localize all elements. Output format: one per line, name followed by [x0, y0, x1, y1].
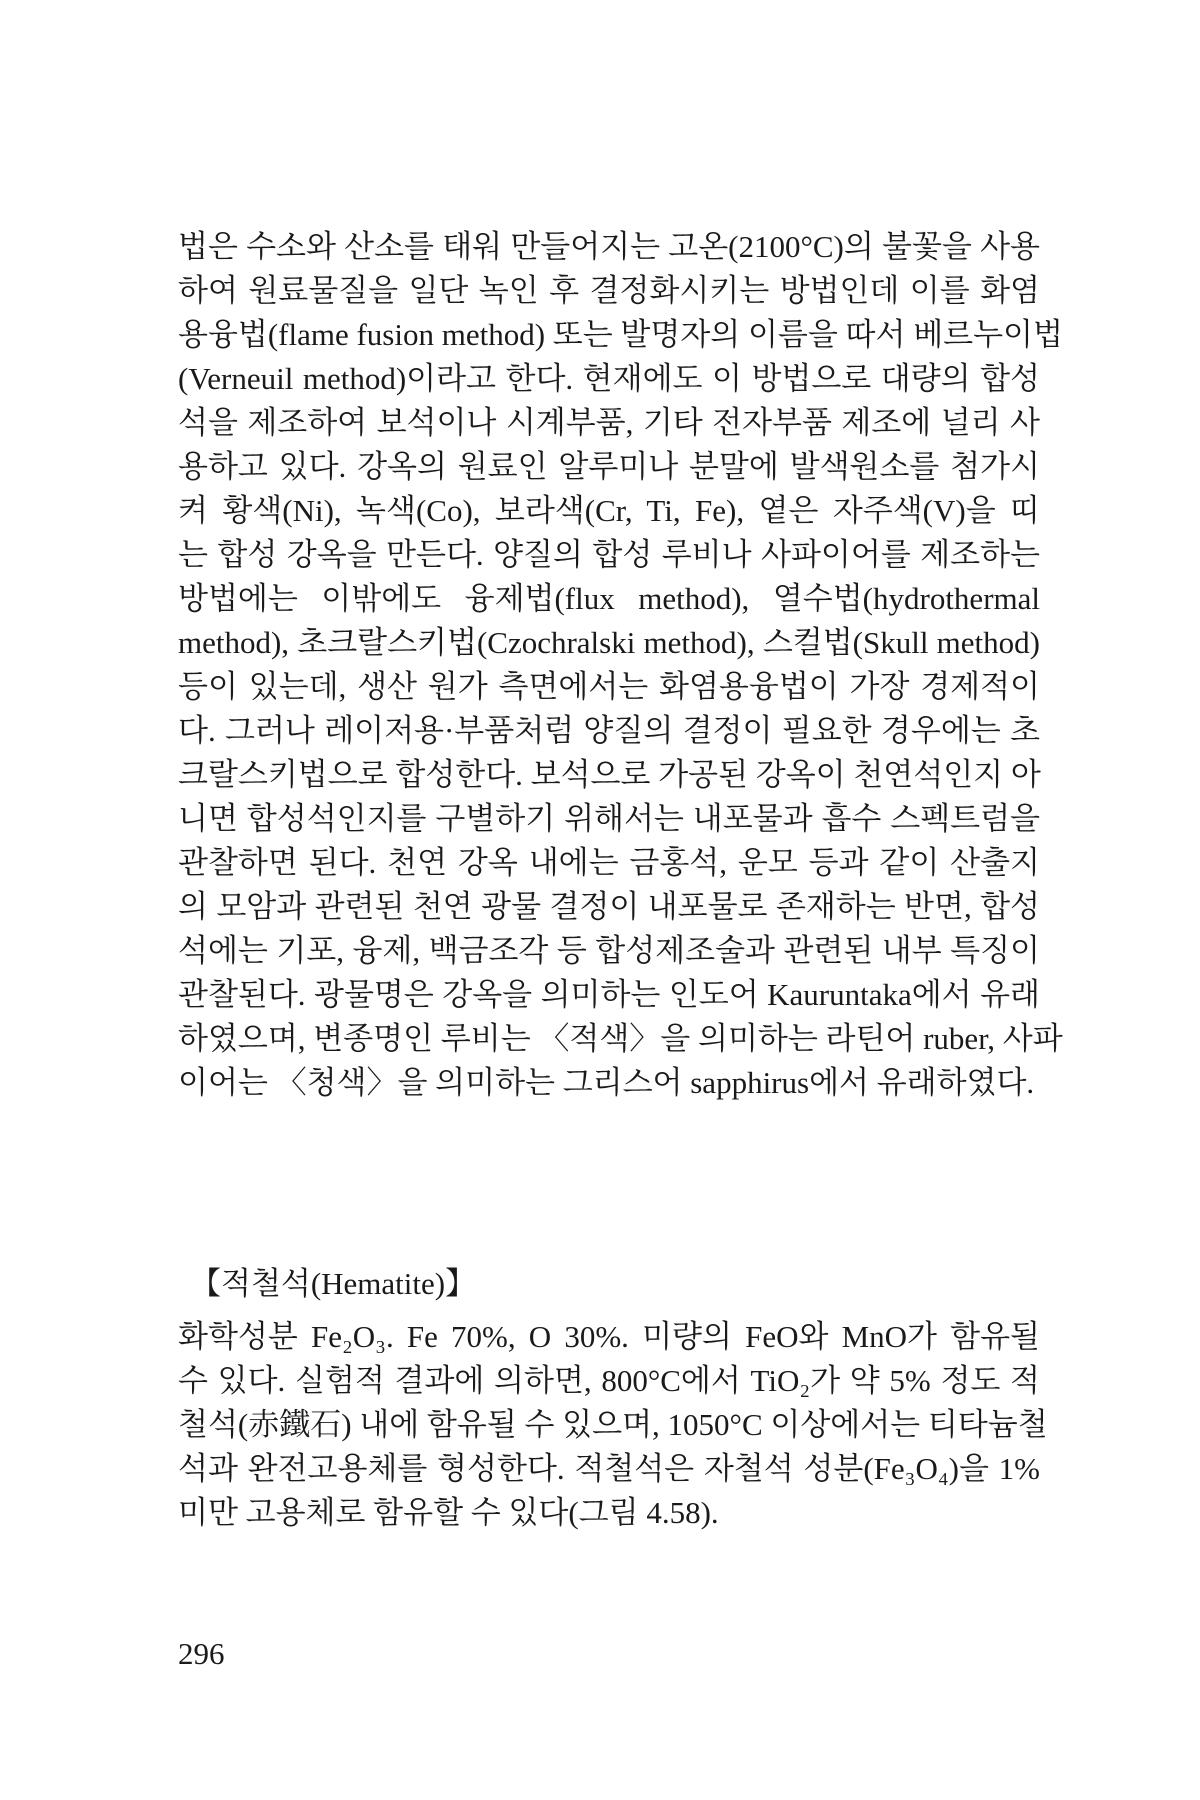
- text-line: 관찰하면 된다. 천연 강옥 내에는 금홍석, 운모 등과 같이 산출지: [178, 845, 1040, 880]
- text-line: 석에는 기포, 융제, 백금조각 등 합성제조술과 관련된 내부 특징이: [178, 933, 1040, 968]
- text-line: 등이 있는데, 생산 원가 측면에서는 화염용융법이 가장 경제적이: [178, 669, 1040, 704]
- text-line: 크랄스키법으로 합성한다. 보석으로 가공된 강옥이 천연석인지 아: [178, 757, 1041, 792]
- text-line: 법은 수소와 산소를 태워 만들어지는 고온(2100°C)의 불꽃을 사용: [178, 229, 1040, 264]
- text-line: 니면 합성석인지를 구별하기 위해서는 내포물과 흡수 스펙트럼을: [178, 801, 1040, 836]
- text-line: 석과 완전고용체를 형성한다. 적철석은 자철석 성분(Fe₃O₄)을 1%: [178, 1451, 1040, 1486]
- page-number: 296: [178, 1636, 225, 1671]
- text-line: 는 합성 강옥을 만든다. 양질의 합성 루비나 사파이어를 제조하는: [178, 537, 1040, 572]
- text-line: 하였으며, 변종명인 루비는 〈적색〉을 의미하는 라틴어 ruber, 사파: [178, 1021, 1063, 1056]
- text-line: 용하고 있다. 강옥의 원료인 알루미나 분말에 발색원소를 첨가시: [178, 449, 1040, 484]
- text-line: 관찰된다. 광물명은 강옥을 의미하는 인도어 Kauruntaka에서 유래: [178, 977, 1040, 1012]
- text-line: 의 모암과 관련된 천연 광물 결정이 내포물로 존재하는 반면, 합성: [178, 889, 1040, 924]
- text-line: method), 초크랄스키법(Czochralski method), 스컬법(Skull method): [178, 625, 1040, 660]
- body-paragraph: [178, 225, 1063, 1105]
- hematite-paragraph: [178, 1315, 1048, 1535]
- text-line: 철석(赤鐵石) 내에 함유될 수 있으며, 1050°C 이상에서는 티타늄철: [178, 1407, 1048, 1442]
- text-line: (Verneuil method)이라고 한다. 현재에도 이 방법으로 대량의 합성: [178, 361, 1040, 396]
- text-line: 용융법(flame fusion method) 또는 발명자의 이름을 따서 베르누이법: [178, 317, 1063, 352]
- text-line: 수 있다. 실험적 결과에 의하면, 800°C에서 TiO₂가 약 5% 정도 적: [178, 1363, 1040, 1398]
- text-line: 이어는 〈청색〉을 의미하는 그리스어 sapphirus에서 유래하였다.: [178, 1065, 1035, 1100]
- text-line: 방법에는 이밖에도 융제법(flux method), 열수법(hydrothermal: [178, 581, 1040, 616]
- text-line: 화학성분 Fe₂O₃. Fe 70%, O 30%. 미량의 FeO와 MnO가 함유될: [178, 1319, 1040, 1354]
- text-line: 하여 원료물질을 일단 녹인 후 결정화시키는 방법인데 이를 화염: [178, 273, 1040, 308]
- section-heading: 【적철석(Hematite)】: [190, 1266, 477, 1301]
- text-line: 석을 제조하여 보석이나 시계부품, 기타 전자부품 제조에 널리 사: [178, 405, 1040, 440]
- text-line: 미만 고용체로 함유할 수 있다(그림 4.58).: [178, 1495, 719, 1530]
- text-line: 다. 그러나 레이저용·부품처럼 양질의 결정이 필요한 경우에는 초: [178, 713, 1040, 748]
- text-line: 켜 황색(Ni), 녹색(Co), 보라색(Cr, Ti, Fe), 옅은 자주색(V)을 띠: [178, 493, 1040, 528]
